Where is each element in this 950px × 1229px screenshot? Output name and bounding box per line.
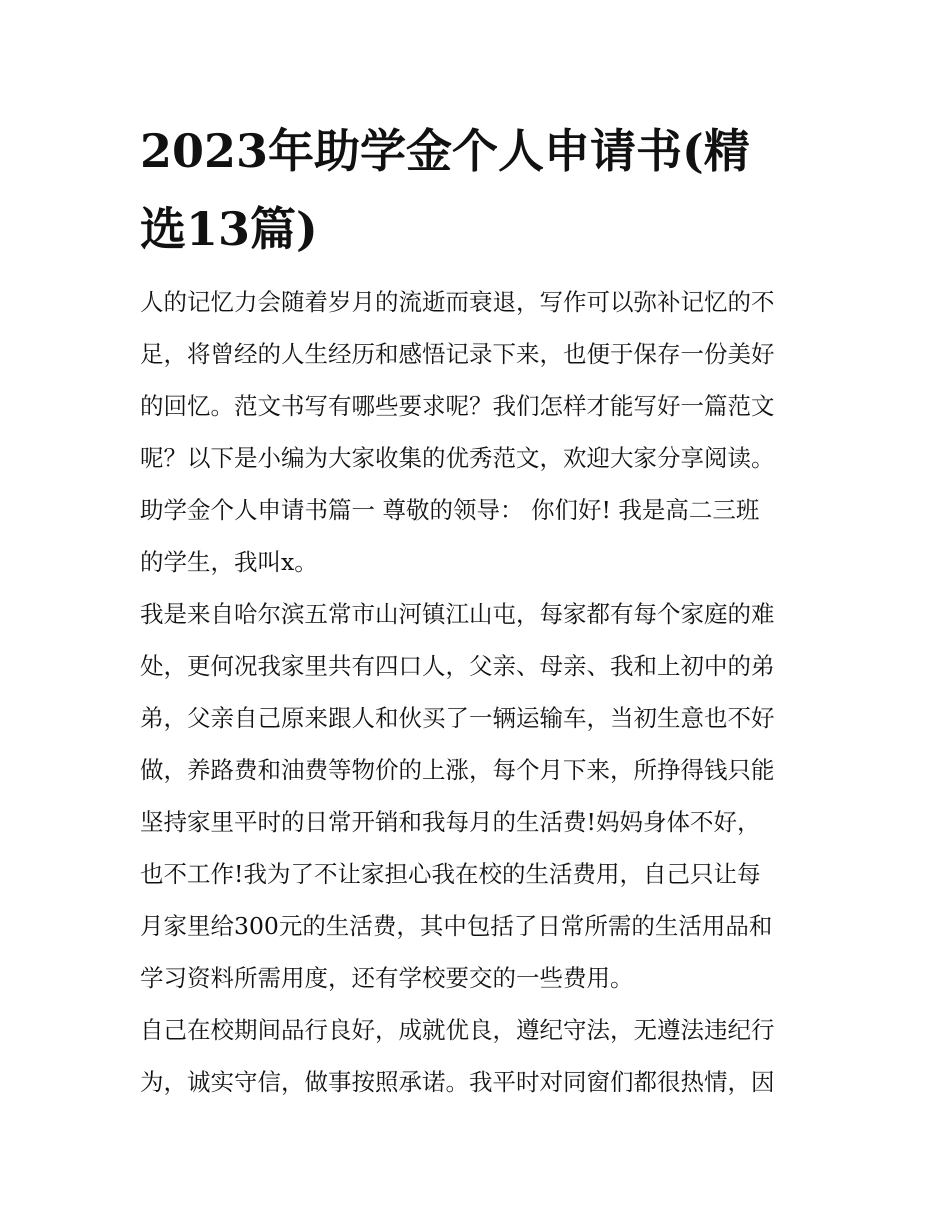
body-line: 弟，父亲自己原来跟人和伙买了一辆运输车，当初生意也不好 [140,704,775,732]
title-line-1: 2023年助学金个人申请书(精 [140,124,750,178]
body-line: 也不工作!我为了不让家担心我在校的生活费用，自己只让每 [140,860,761,888]
body-line: 我是来自哈尔滨五常市山河镇江山屯，每家都有每个家庭的难 [140,600,775,628]
body-line: 足，将曾经的人生经历和感悟记录下来，也便于保存一份美好 [140,340,775,368]
body-line: 月家里给300元的生活费，其中包括了日常所需的生活用品和 [140,912,773,940]
body-line: 为，诚实守信，做事按照承诺。我平时对同窗们都很热情，因 [140,1068,775,1096]
title-line-2: 选13篇) [140,202,318,256]
body-line: 的回忆。范文书写有哪些要求呢？我们怎样才能写好一篇范文 [140,392,775,420]
body-line: 助学金个人申请书篇一 尊敬的领导： 你们好! 我是高二三班 [140,496,760,524]
body-line: 的学生，我叫x。 [140,548,318,576]
body-line: 呢？以下是小编为大家收集的优秀范文，欢迎大家分享阅读。 [140,444,775,472]
body-line: 坚持家里平时的日常开销和我每月的生活费!妈妈身体不好， [140,808,761,836]
body-line: 做，养路费和油费等物价的上涨，每个月下来，所挣得钱只能 [140,756,775,784]
document-title [140,112,820,268]
body-line: 学习资料所需用度，还有学校要交的一些费用。 [140,964,634,992]
body-line: 处，更何况我家里共有四口人，父亲、母亲、我和上初中的弟 [140,652,775,680]
document-body [140,276,820,1108]
body-line: 人的记忆力会随着岁月的流逝而衰退，写作可以弥补记忆的不 [140,288,775,316]
body-line: 自己在校期间品行良好，成就优良，遵纪守法，无遵法违纪行 [140,1016,775,1044]
